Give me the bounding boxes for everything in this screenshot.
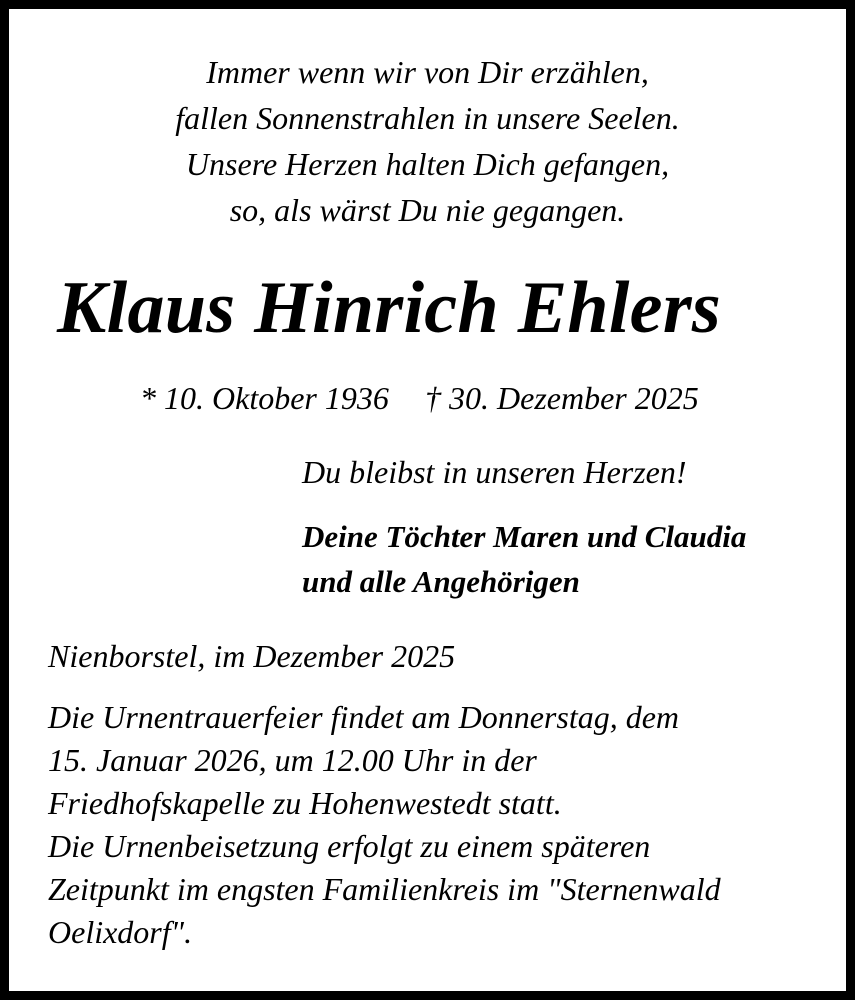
farewell-line: Du bleibst in unseren Herzen! <box>302 454 687 490</box>
deceased-name: Klaus Hinrich Ehlers <box>57 267 722 349</box>
mourners-line: und alle Angehörigen <box>302 564 580 599</box>
funeral-info-line: 15. Januar 2026, um 12.00 Uhr in der <box>48 742 537 778</box>
death-date: † 30. Dezember 2025 <box>425 380 699 416</box>
place-date: Nienborstel, im Dezember 2025 <box>48 638 456 674</box>
funeral-info-line: Friedhofskapelle zu Hohenwestedt statt. <box>48 785 562 821</box>
poem-line: so, als wärst Du nie gegangen. <box>229 192 626 228</box>
funeral-info-line: Zeitpunkt im engsten Familienkreis im "Sternenwald <box>48 871 721 907</box>
funeral-info-line: Die Urnentrauerfeier findet am Donnerstag, dem <box>48 699 680 735</box>
mourners-line: Deine Töchter Maren und Claudia <box>302 519 747 554</box>
poem-line: Immer wenn wir von Dir erzählen, <box>206 54 649 90</box>
poem-line: Unsere Herzen halten Dich gefangen, <box>185 146 670 182</box>
poem-line: fallen Sonnenstrahlen in unsere Seelen. <box>175 100 680 136</box>
birth-date: * 10. Oktober 1936 <box>140 380 389 416</box>
funeral-info-line: Die Urnenbeisetzung erfolgt zu einem späteren <box>48 828 651 864</box>
funeral-info-line: Oelixdorf". <box>48 914 193 950</box>
